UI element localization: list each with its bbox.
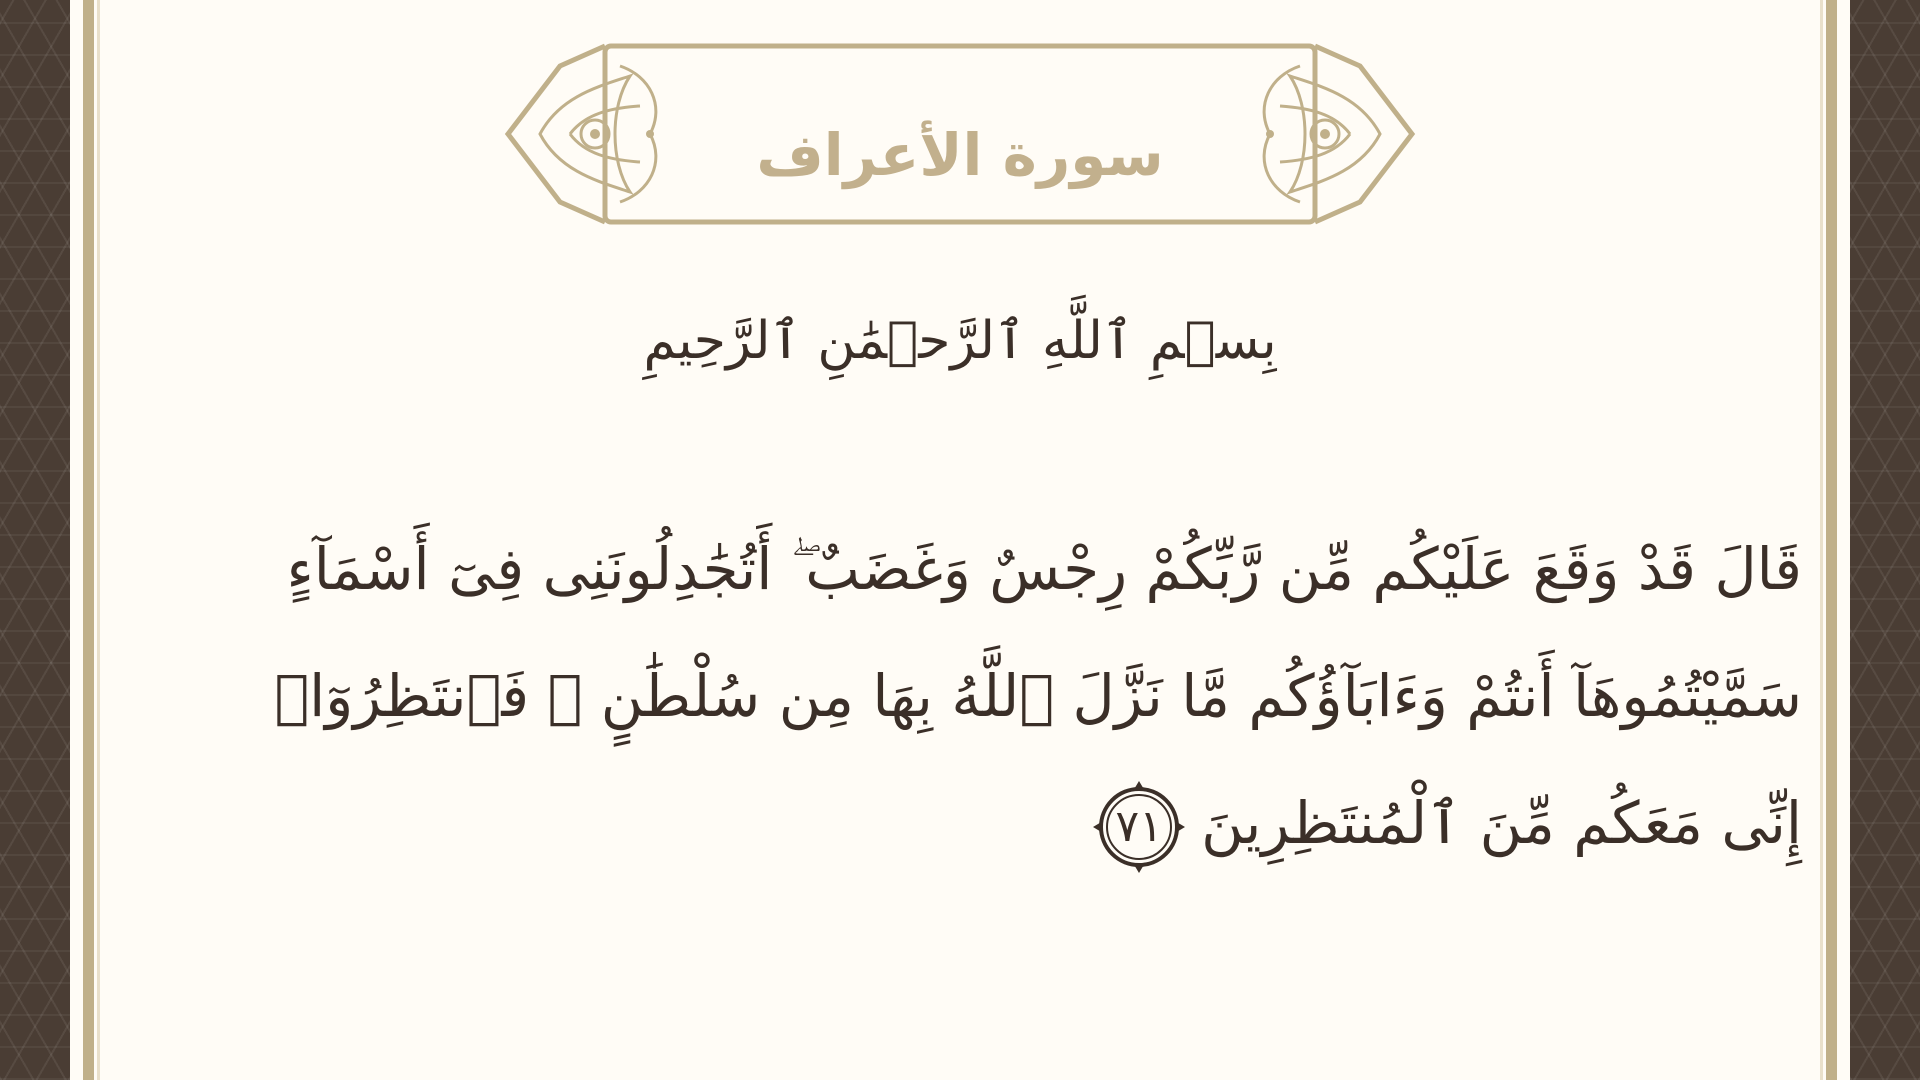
verse-line-2: سَمَّيْتُمُوهَآ أَنتُمْ وَءَابَآؤُكُم مَّا نَزَّلَ ٱللَّهُ بِهَا مِن سُلْطَٰنٍ ۚ فَٱنتَظِرُوٓا۟: [274, 662, 1802, 730]
surah-title-frame: [500, 36, 1420, 232]
left-inner-line: [97, 0, 100, 1080]
left-ornamental-border: [0, 0, 70, 1080]
verse-line-3: [190, 760, 1802, 887]
ayah-number: ٧١: [1115, 800, 1163, 852]
verse-line-1: قَالَ قَدْ وَقَعَ عَلَيْكُم مِّن رَّبِّكُمْ رِجْسٌ وَغَضَبٌ ۖ أَتُجَٰدِلُونَنِى فِىٓ أَسْمَآءٍ: [286, 535, 1802, 603]
right-ornamental-border: [1850, 0, 1920, 1080]
right-gold-rule: [1826, 0, 1837, 1080]
ayah-marker: [1091, 779, 1187, 875]
basmala: بِسۡمِ ٱللَّهِ ٱلرَّحۡمَٰنِ ٱلرَّحِيمِ: [643, 311, 1277, 371]
verse-line-3-text: إِنِّى مَعَكُم مِّنَ ٱلْمُنتَظِرِينَ: [1201, 789, 1802, 857]
surah-title: سورة الأعراف: [756, 121, 1164, 189]
left-gold-rule: [83, 0, 94, 1080]
verse-text: [190, 506, 1802, 887]
right-inner-line: [1820, 0, 1823, 1080]
